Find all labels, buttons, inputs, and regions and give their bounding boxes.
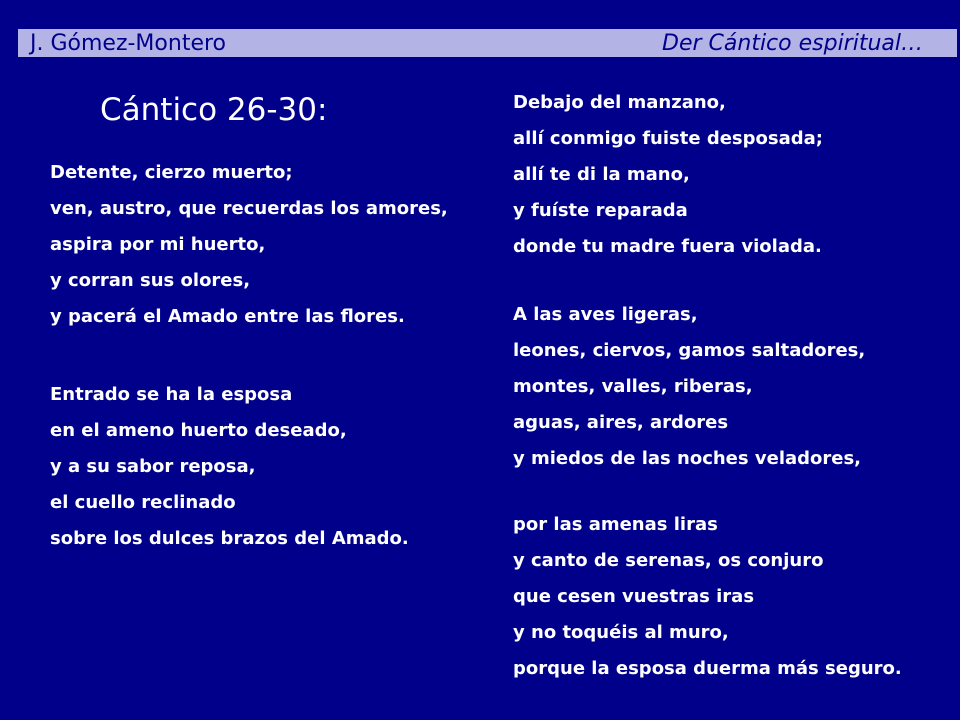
verse-line: montes, valles, riberas, [513, 376, 753, 397]
verse-line: sobre los dulces brazos del Amado. [50, 528, 409, 549]
verse-line: ven, austro, que recuerdas los amores, [50, 198, 448, 219]
verse-line: y fuíste reparada [513, 200, 688, 221]
verse-line: en el ameno huerto deseado, [50, 420, 347, 441]
stanza [50, 155, 448, 335]
stanza [513, 507, 902, 687]
verse-line: y pacerá el Amado entre las flores. [50, 306, 405, 327]
header-bar [18, 29, 957, 57]
verse-line: por las amenas liras [513, 514, 718, 535]
header-author: J. Gómez-Montero [30, 30, 227, 56]
verse-line: aspira por mi huerto, [50, 234, 266, 255]
stanza [513, 297, 865, 477]
verse-line: allí te di la mano, [513, 164, 690, 185]
header-work-title: Der Cántico espiritual… [662, 30, 923, 56]
verse-line: el cuello reclinado [50, 492, 236, 513]
verse-line: donde tu madre fuera violada. [513, 236, 822, 257]
verse-line: A las aves ligeras, [513, 304, 698, 325]
verse-line: y miedos de las noches veladores, [513, 448, 862, 469]
stanza [50, 377, 409, 557]
verse-line: que cesen vuestras iras [513, 586, 755, 607]
verse-line: Entrado se ha la esposa [50, 384, 293, 405]
verse-line: allí conmigo fuiste desposada; [513, 128, 823, 149]
stanza [513, 85, 823, 265]
verse-line: Detente, cierzo muerto; [50, 162, 293, 183]
page-title: Cántico 26-30: [100, 92, 328, 128]
verse-line: y corran sus olores, [50, 270, 251, 291]
verse-line: aguas, aires, ardores [513, 412, 729, 433]
verse-line: y no toquéis al muro, [513, 622, 729, 643]
verse-line: y canto de serenas, os conjuro [513, 550, 824, 571]
verse-line: leones, ciervos, gamos saltadores, [513, 340, 866, 361]
verse-line: porque la esposa duerma más seguro. [513, 658, 902, 679]
verse-line: Debajo del manzano, [513, 92, 726, 113]
verse-line: y a su sabor reposa, [50, 456, 256, 477]
